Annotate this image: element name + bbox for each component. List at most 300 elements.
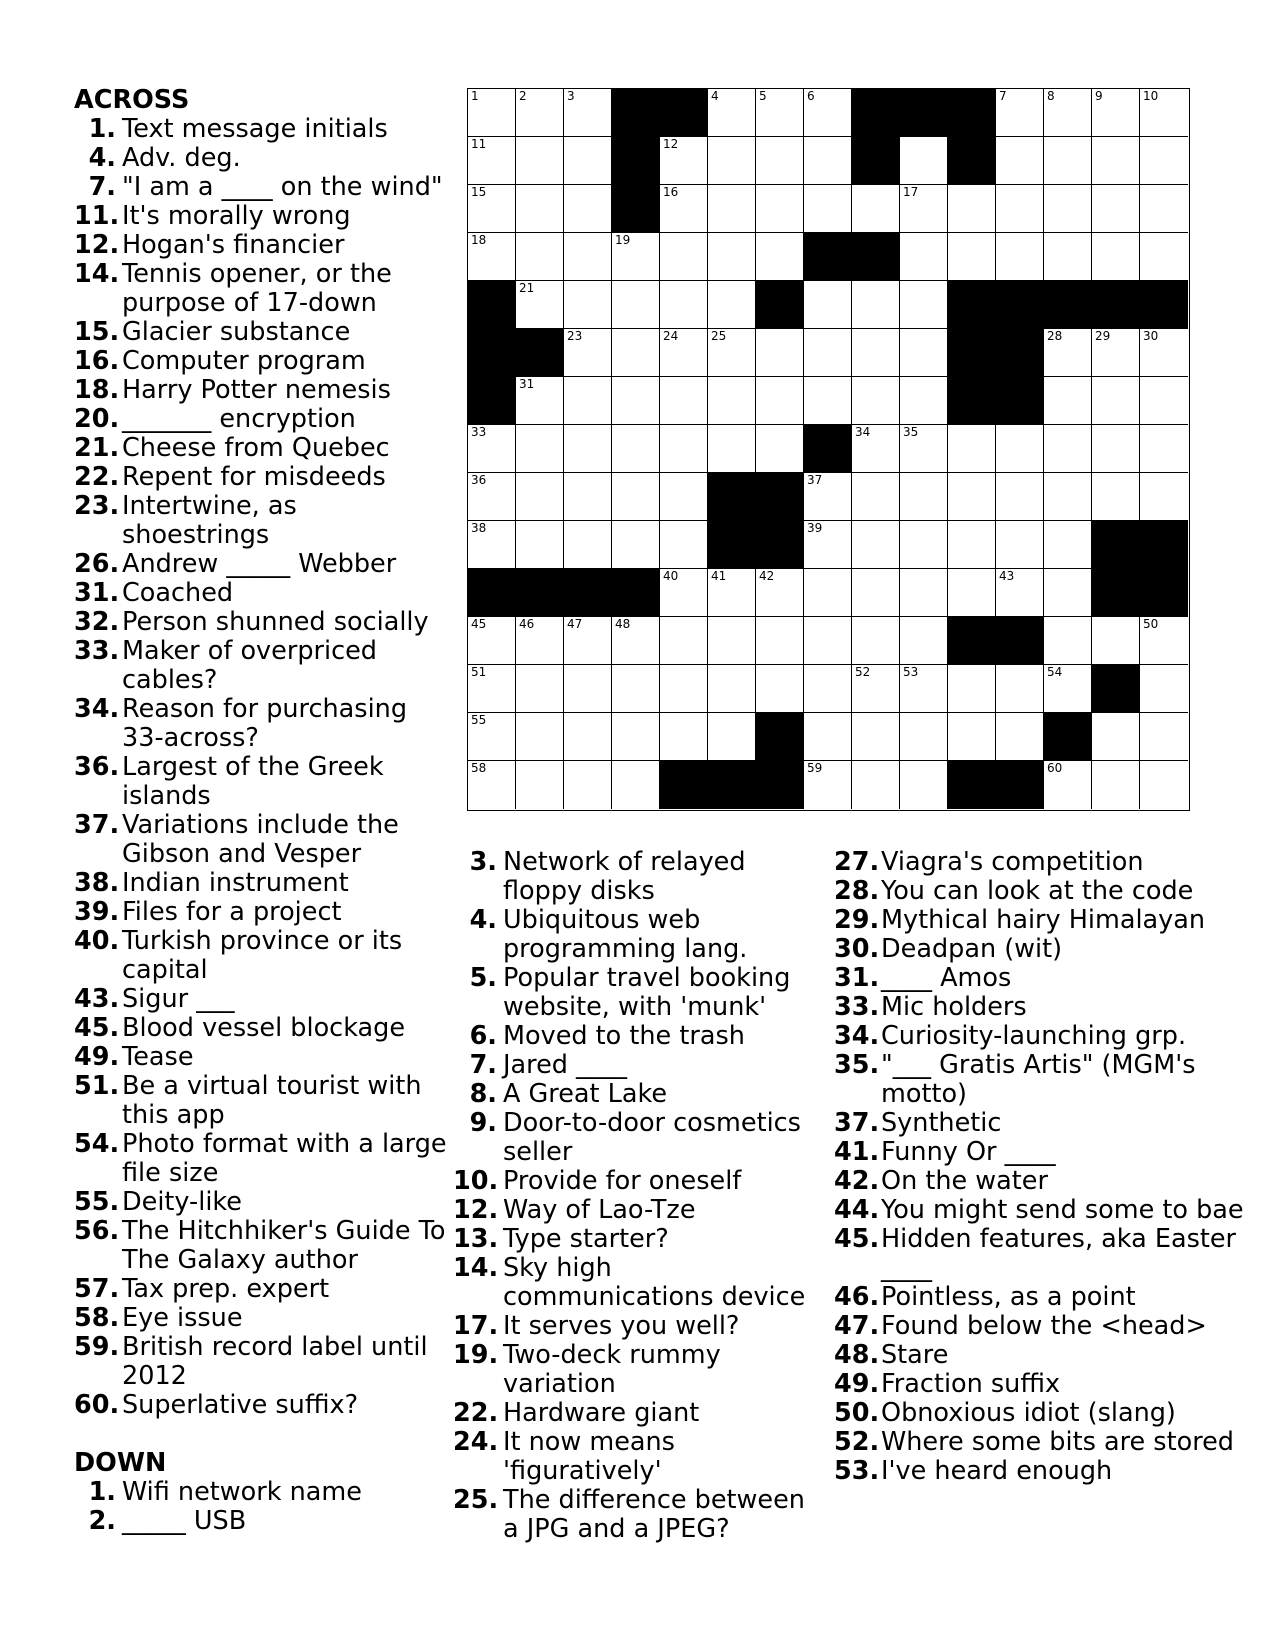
grid-cell[interactable]: [900, 617, 948, 665]
cell-number: 48: [615, 617, 631, 631]
grid-cell[interactable]: [1044, 89, 1092, 137]
grid-cell[interactable]: [612, 425, 660, 473]
clue-text: Synthetic: [881, 1108, 1002, 1138]
grid-cell[interactable]: [660, 521, 708, 569]
grid-cell[interactable]: [564, 761, 612, 809]
grid-block-cell: [852, 233, 900, 281]
grid-cell[interactable]: [612, 377, 660, 425]
clue-item: [453, 1196, 825, 1225]
clue-text: Intertwine, as shoestrings: [122, 491, 305, 550]
clue-number: 38.: [74, 868, 120, 898]
grid-cell[interactable]: [708, 665, 756, 713]
cell-number: 50: [1143, 617, 1159, 631]
cell-number: 58: [471, 761, 487, 775]
grid-cell[interactable]: [708, 89, 756, 137]
grid-cell[interactable]: [900, 473, 948, 521]
grid-cell[interactable]: [996, 473, 1044, 521]
grid-cell[interactable]: [756, 617, 804, 665]
grid-cell[interactable]: [804, 521, 852, 569]
grid-cell[interactable]: [756, 425, 804, 473]
grid-cell[interactable]: [804, 185, 852, 233]
clue-number: 12.: [453, 1195, 499, 1225]
grid-block-cell: [756, 713, 804, 761]
grid-cell[interactable]: [516, 377, 564, 425]
clue-text: Maker of overpriced cables?: [122, 636, 386, 695]
clue-item: [74, 434, 449, 463]
grid-cell[interactable]: [1140, 89, 1188, 137]
grid-cell[interactable]: [660, 329, 708, 377]
clue-item: [834, 1022, 1259, 1051]
grid-cell[interactable]: [468, 665, 516, 713]
clue-number: 49.: [834, 1369, 880, 1399]
grid-cell[interactable]: [996, 425, 1044, 473]
grid-cell[interactable]: [564, 137, 612, 185]
clue-number: 13.: [453, 1224, 499, 1254]
grid-cell[interactable]: [612, 329, 660, 377]
grid-cell[interactable]: [1140, 665, 1188, 713]
clue-text: Tax prep. expert: [122, 1274, 330, 1304]
grid-cell[interactable]: [612, 617, 660, 665]
grid-cell[interactable]: [1092, 617, 1140, 665]
grid-cell[interactable]: [564, 233, 612, 281]
cell-number: 34: [855, 425, 871, 439]
grid-cell[interactable]: [1044, 521, 1092, 569]
grid-block-cell: [1092, 569, 1140, 617]
clue-item: [74, 869, 449, 898]
grid-cell[interactable]: [564, 665, 612, 713]
grid-cell[interactable]: [612, 713, 660, 761]
grid-cell[interactable]: [1044, 665, 1092, 713]
grid-cell[interactable]: [1044, 185, 1092, 233]
grid-block-cell: [756, 761, 804, 809]
clue-item: [834, 1312, 1259, 1341]
grid-cell[interactable]: [468, 185, 516, 233]
clue-text: Moved to the trash: [503, 1021, 745, 1051]
clue-text: You can look at the code: [881, 876, 1194, 906]
clue-number: 40.: [74, 926, 120, 956]
grid-cell[interactable]: [1044, 569, 1092, 617]
grid-block-cell: [1092, 521, 1140, 569]
clue-number: 36.: [74, 752, 120, 782]
grid-cell[interactable]: [660, 665, 708, 713]
cell-number: 40: [663, 569, 679, 583]
grid-cell[interactable]: [756, 233, 804, 281]
grid-cell[interactable]: [852, 617, 900, 665]
grid-cell[interactable]: [516, 89, 564, 137]
clue-item: [453, 964, 825, 1022]
cell-number: 38: [471, 521, 487, 535]
grid-cell[interactable]: [948, 233, 996, 281]
grid-cell[interactable]: [1044, 425, 1092, 473]
grid-cell[interactable]: [564, 713, 612, 761]
grid-cell[interactable]: [804, 713, 852, 761]
clue-item: [453, 1080, 825, 1109]
grid-cell[interactable]: [852, 569, 900, 617]
clue-item: [834, 906, 1259, 935]
clue-text: Stare: [881, 1340, 949, 1370]
grid-cell[interactable]: [852, 329, 900, 377]
clue-text: Sky high communications device: [503, 1253, 806, 1312]
clue-number: 14.: [74, 259, 120, 289]
clue-item: [453, 1312, 825, 1341]
grid-cell[interactable]: [708, 713, 756, 761]
grid-cell[interactable]: [516, 713, 564, 761]
grid-cell[interactable]: [948, 521, 996, 569]
clue-item: [74, 1478, 449, 1507]
grid-cell[interactable]: [852, 761, 900, 809]
clue-item: [453, 848, 825, 906]
grid-cell[interactable]: [1140, 425, 1188, 473]
grid-cell[interactable]: [1140, 185, 1188, 233]
grid-cell[interactable]: [1092, 713, 1140, 761]
clue-number: 53.: [834, 1456, 880, 1486]
grid-cell[interactable]: [1140, 713, 1188, 761]
cell-number: 24: [663, 329, 679, 343]
grid-cell[interactable]: [660, 377, 708, 425]
clue-number: 46.: [834, 1282, 880, 1312]
grid-cell[interactable]: [756, 137, 804, 185]
grid-cell[interactable]: [516, 521, 564, 569]
grid-cell[interactable]: [1140, 377, 1188, 425]
grid-cell[interactable]: [468, 233, 516, 281]
grid-cell[interactable]: [756, 665, 804, 713]
grid-cell[interactable]: [1044, 377, 1092, 425]
grid-cell[interactable]: [900, 425, 948, 473]
clue-number: 23.: [74, 491, 120, 521]
grid-cell[interactable]: [852, 665, 900, 713]
grid-cell[interactable]: [660, 281, 708, 329]
grid-cell[interactable]: [804, 329, 852, 377]
grid-cell[interactable]: [660, 569, 708, 617]
grid-cell[interactable]: [1044, 473, 1092, 521]
clue-item: [74, 115, 449, 144]
cell-number: 59: [807, 761, 823, 775]
grid-cell[interactable]: [612, 521, 660, 569]
down-clue-list-part3: [834, 848, 1259, 1486]
grid-cell[interactable]: [1092, 233, 1140, 281]
grid-cell[interactable]: [804, 569, 852, 617]
grid-cell[interactable]: [996, 713, 1044, 761]
grid-cell[interactable]: [564, 89, 612, 137]
grid-cell[interactable]: [900, 137, 948, 185]
grid-block-cell: [468, 281, 516, 329]
grid-cell[interactable]: [468, 713, 516, 761]
grid-cell[interactable]: [900, 329, 948, 377]
grid-cell[interactable]: [1092, 377, 1140, 425]
grid-cell[interactable]: [516, 425, 564, 473]
grid-block-cell: [1140, 281, 1188, 329]
grid-cell[interactable]: [1044, 329, 1092, 377]
clue-number: 7.: [469, 1050, 497, 1080]
grid-cell[interactable]: [852, 713, 900, 761]
clue-text: _____ USB: [122, 1506, 247, 1536]
grid-cell[interactable]: [996, 185, 1044, 233]
grid-cell[interactable]: [564, 185, 612, 233]
grid-cell[interactable]: [852, 473, 900, 521]
grid-cell[interactable]: [516, 233, 564, 281]
grid-block-cell: [468, 329, 516, 377]
clue-item: [74, 1216, 454, 1275]
clue-text: Obnoxious idiot (slang): [881, 1398, 1176, 1428]
grid-cell[interactable]: [756, 569, 804, 617]
clue-number: 20.: [74, 404, 120, 434]
clue-text: Adv. deg.: [122, 143, 241, 173]
cell-number: 45: [471, 617, 487, 631]
grid-cell[interactable]: [996, 233, 1044, 281]
grid-cell[interactable]: [660, 185, 708, 233]
clue-text: Found below the <head>: [881, 1311, 1207, 1341]
clue-item: [74, 695, 449, 753]
clue-number: 42.: [834, 1166, 880, 1196]
clue-text: Eye issue: [122, 1303, 243, 1333]
grid-cell[interactable]: [708, 617, 756, 665]
clue-item: [74, 927, 449, 985]
grid-cell[interactable]: [900, 233, 948, 281]
clue-item: [453, 1225, 825, 1254]
grid-cell[interactable]: [948, 473, 996, 521]
grid-block-cell: [756, 281, 804, 329]
grid-cell[interactable]: [660, 425, 708, 473]
clue-item: [834, 993, 1259, 1022]
grid-cell[interactable]: [900, 761, 948, 809]
grid-cell[interactable]: [564, 281, 612, 329]
cell-number: 2: [519, 89, 527, 103]
clue-number: 15.: [74, 317, 120, 347]
grid-cell[interactable]: [852, 521, 900, 569]
grid-cell[interactable]: [804, 377, 852, 425]
grid-cell[interactable]: [564, 617, 612, 665]
cell-number: 53: [903, 665, 919, 679]
grid-cell[interactable]: [1092, 329, 1140, 377]
grid-cell[interactable]: [996, 569, 1044, 617]
grid-cell[interactable]: [756, 89, 804, 137]
clue-text: Reason for purchasing 33-across?: [122, 694, 416, 753]
grid-cell[interactable]: [660, 473, 708, 521]
grid-cell[interactable]: [756, 377, 804, 425]
grid-cell[interactable]: [612, 473, 660, 521]
clue-item: [74, 898, 449, 927]
clue-item: [834, 1457, 1259, 1486]
grid-cell[interactable]: [1044, 617, 1092, 665]
grid-cell[interactable]: [468, 137, 516, 185]
clue-text: Andrew _____ Webber: [122, 549, 397, 579]
grid-cell[interactable]: [948, 665, 996, 713]
grid-cell[interactable]: [900, 377, 948, 425]
clue-number: 58.: [74, 1303, 120, 1333]
grid-cell[interactable]: [468, 521, 516, 569]
clue-text: Ubiquitous web programming lang.: [503, 905, 748, 964]
grid-cell[interactable]: [948, 713, 996, 761]
clue-item: [74, 637, 449, 695]
grid-cell[interactable]: [516, 281, 564, 329]
clue-text: Two-deck rummy variation: [503, 1340, 729, 1399]
grid-cell[interactable]: [516, 185, 564, 233]
grid-cell[interactable]: [1092, 185, 1140, 233]
clue-text: A Great Lake: [503, 1079, 668, 1109]
cell-number: 54: [1047, 665, 1063, 679]
grid-cell[interactable]: [804, 137, 852, 185]
grid-cell[interactable]: [708, 185, 756, 233]
grid-cell[interactable]: [1044, 137, 1092, 185]
grid-cell[interactable]: [1140, 137, 1188, 185]
grid-cell[interactable]: [900, 569, 948, 617]
grid-cell[interactable]: [804, 617, 852, 665]
grid-cell[interactable]: [1140, 233, 1188, 281]
grid-cell[interactable]: [1140, 329, 1188, 377]
clue-number: 59.: [74, 1332, 120, 1362]
grid-block-cell: [1044, 713, 1092, 761]
grid-cell[interactable]: [900, 713, 948, 761]
grid-cell[interactable]: [996, 89, 1044, 137]
grid-cell[interactable]: [564, 377, 612, 425]
grid-block-cell: [948, 137, 996, 185]
grid-cell[interactable]: [468, 89, 516, 137]
clue-number: 8.: [469, 1079, 497, 1109]
grid-cell[interactable]: [564, 473, 612, 521]
grid-cell[interactable]: [804, 89, 852, 137]
grid-block-cell: [708, 761, 756, 809]
cell-number: 43: [999, 569, 1015, 583]
clue-item: [74, 1275, 449, 1304]
cell-number: 12: [663, 137, 679, 151]
grid-block-cell: [468, 569, 516, 617]
grid-cell[interactable]: [708, 281, 756, 329]
grid-cell[interactable]: [708, 425, 756, 473]
clue-item: [834, 1138, 1259, 1167]
grid-cell[interactable]: [516, 473, 564, 521]
grid-block-cell: [708, 521, 756, 569]
grid-cell[interactable]: [612, 233, 660, 281]
grid-cell[interactable]: [948, 425, 996, 473]
grid-cell[interactable]: [516, 617, 564, 665]
clue-number: 21.: [74, 433, 120, 463]
grid-cell[interactable]: [996, 665, 1044, 713]
grid-cell[interactable]: [996, 137, 1044, 185]
grid-cell[interactable]: [612, 665, 660, 713]
grid-cell[interactable]: [1092, 89, 1140, 137]
clue-number: 10.: [453, 1166, 499, 1196]
grid-cell[interactable]: [756, 185, 804, 233]
grid-cell[interactable]: [852, 281, 900, 329]
clue-number: 2.: [88, 1506, 116, 1536]
grid-cell[interactable]: [804, 473, 852, 521]
cell-number: 7: [999, 89, 1007, 103]
clue-number: 43.: [74, 984, 120, 1014]
grid-cell[interactable]: [1140, 617, 1188, 665]
clue-item: [74, 231, 449, 260]
grid-cell[interactable]: [708, 377, 756, 425]
clue-text: Where some bits are stored: [881, 1427, 1234, 1457]
grid-cell[interactable]: [1092, 761, 1140, 809]
clue-text: _______ encryption: [122, 404, 356, 434]
clue-text: You might send some to bae: [881, 1195, 1244, 1225]
grid-cell[interactable]: [468, 617, 516, 665]
grid-block-cell: [852, 137, 900, 185]
clue-text: "I am a ____ on the wind": [122, 172, 443, 202]
grid-cell[interactable]: [948, 185, 996, 233]
grid-cell[interactable]: [516, 137, 564, 185]
clue-number: 33.: [834, 992, 880, 1022]
clue-number: 24.: [453, 1427, 499, 1457]
grid-cell[interactable]: [1044, 233, 1092, 281]
grid-cell[interactable]: [516, 761, 564, 809]
clue-item: [453, 1428, 825, 1486]
clue-text: Jared ____: [503, 1050, 628, 1080]
grid-cell[interactable]: [612, 281, 660, 329]
clue-item: [74, 1188, 449, 1217]
grid-cell[interactable]: [468, 473, 516, 521]
grid-cell[interactable]: [708, 233, 756, 281]
clue-text: Way of Lao-Tze: [503, 1195, 696, 1225]
cell-number: 31: [519, 377, 535, 391]
clue-text: Indian instrument: [122, 868, 349, 898]
grid-cell[interactable]: [852, 425, 900, 473]
grid-cell[interactable]: [948, 569, 996, 617]
grid-cell[interactable]: [468, 761, 516, 809]
cell-number: 39: [807, 521, 823, 535]
grid-cell[interactable]: [708, 137, 756, 185]
grid-cell[interactable]: [996, 521, 1044, 569]
grid-cell[interactable]: [900, 665, 948, 713]
grid-cell[interactable]: [660, 233, 708, 281]
clue-number: 7.: [88, 172, 116, 202]
grid-cell[interactable]: [612, 761, 660, 809]
grid-block-cell: [1092, 281, 1140, 329]
grid-cell[interactable]: [564, 425, 612, 473]
grid-cell[interactable]: [804, 665, 852, 713]
clue-item: [834, 1167, 1259, 1196]
grid-cell[interactable]: [708, 329, 756, 377]
grid-cell[interactable]: [660, 137, 708, 185]
grid-cell[interactable]: [852, 185, 900, 233]
clue-item: [453, 906, 825, 964]
grid-cell[interactable]: [516, 665, 564, 713]
grid-cell[interactable]: [660, 617, 708, 665]
clue-text: Mic holders: [881, 992, 1027, 1022]
grid-cell[interactable]: [1044, 761, 1092, 809]
grid-block-cell: [996, 377, 1044, 425]
grid-cell[interactable]: [900, 281, 948, 329]
grid-cell[interactable]: [564, 521, 612, 569]
clue-text: The difference between a JPG and a JPEG?: [503, 1485, 814, 1544]
grid-cell[interactable]: [1140, 761, 1188, 809]
cell-number: 8: [1047, 89, 1055, 103]
grid-cell[interactable]: [900, 185, 948, 233]
grid-cell[interactable]: [852, 377, 900, 425]
clue-number: 16.: [74, 346, 120, 376]
grid-block-cell: [948, 281, 996, 329]
clue-number: 19.: [453, 1340, 499, 1370]
grid-cell[interactable]: [1140, 473, 1188, 521]
grid-cell[interactable]: [564, 329, 612, 377]
grid-cell[interactable]: [660, 713, 708, 761]
grid-cell[interactable]: [708, 569, 756, 617]
grid-cell[interactable]: [1092, 425, 1140, 473]
clue-text: Fraction suffix: [881, 1369, 1061, 1399]
grid-block-cell: [996, 617, 1044, 665]
grid-cell[interactable]: [468, 425, 516, 473]
grid-block-cell: [948, 89, 996, 137]
clue-item: [74, 1014, 449, 1043]
grid-cell[interactable]: [804, 761, 852, 809]
grid-cell[interactable]: [804, 281, 852, 329]
grid-cell[interactable]: [900, 521, 948, 569]
grid-cell[interactable]: [1092, 473, 1140, 521]
grid-block-cell: [804, 425, 852, 473]
grid-cell[interactable]: [1092, 137, 1140, 185]
grid-cell[interactable]: [756, 329, 804, 377]
clue-text: Tease: [122, 1042, 194, 1072]
